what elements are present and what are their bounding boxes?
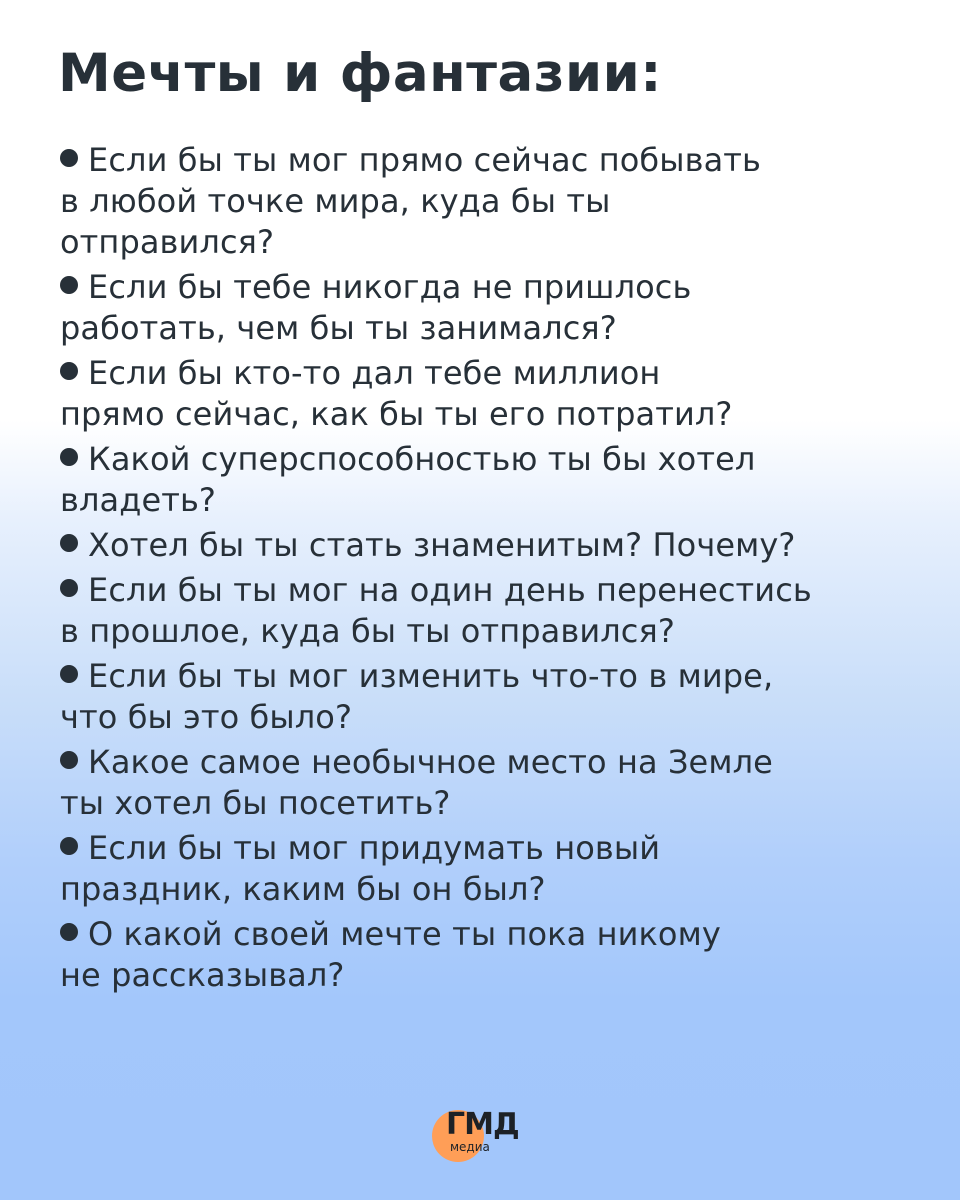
question-line: Какое самое необычное место на Земле: [88, 743, 773, 781]
question-line: О какой своей мечте ты пока никому: [88, 915, 721, 953]
question-line: Какой суперспособностью ты бы хотел: [88, 440, 756, 478]
list-item: [60, 353, 940, 435]
list-item: [60, 267, 940, 349]
question-line: Хотел бы ты стать знаменитым? Почему?: [88, 526, 796, 564]
question-line: Если бы ты мог на один день перенестись: [88, 571, 812, 609]
list-item: [60, 656, 940, 738]
bullet-icon: [60, 448, 78, 466]
bullet-icon: [60, 923, 78, 941]
logo-main-text: ГМД: [446, 1107, 519, 1142]
question-line: работать, чем бы ты занимался?: [60, 309, 617, 347]
brand-logo: [430, 1108, 540, 1164]
question-line: Если бы ты мог придумать новый: [88, 829, 661, 867]
bullet-icon: [60, 579, 78, 597]
list-item: [60, 140, 940, 263]
bullet-icon: [60, 751, 78, 769]
bullet-icon: [60, 149, 78, 167]
list-item: [60, 570, 940, 652]
question-line: отправился?: [60, 223, 275, 261]
questions-list: [60, 140, 940, 1000]
question-line: что бы это было?: [60, 698, 353, 736]
question-line: Если бы ты мог изменить что-то в мире,: [88, 657, 774, 695]
list-item: [60, 742, 940, 824]
question-line: Если бы тебе никогда не пришлось: [88, 268, 692, 306]
question-line: праздник, каким бы он был?: [60, 870, 546, 908]
list-item: [60, 914, 940, 996]
list-item: [60, 525, 940, 566]
list-item: [60, 439, 940, 521]
question-line: ты хотел бы посетить?: [60, 784, 451, 822]
question-line: Если бы кто-то дал тебе миллион: [88, 354, 661, 392]
question-line: прямо сейчас, как бы ты его потратил?: [60, 395, 733, 433]
question-line: в прошлое, куда бы ты отправился?: [60, 612, 675, 650]
question-line: не рассказывал?: [60, 956, 345, 994]
logo-sub-text: медиа: [450, 1140, 490, 1154]
bullet-icon: [60, 534, 78, 552]
page-title: Мечты и фантазии:: [58, 43, 662, 104]
bullet-icon: [60, 276, 78, 294]
list-item: [60, 828, 940, 910]
bullet-icon: [60, 837, 78, 855]
bullet-icon: [60, 362, 78, 380]
bullet-icon: [60, 665, 78, 683]
question-line: Если бы ты мог прямо сейчас побывать: [88, 141, 761, 179]
question-line: в любой точке мира, куда бы ты: [60, 182, 611, 220]
question-line: владеть?: [60, 481, 217, 519]
